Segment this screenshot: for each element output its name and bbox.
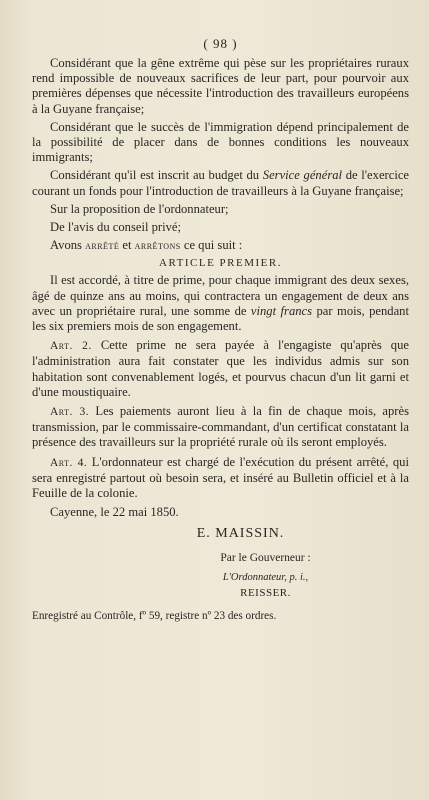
page-number: ( 98 ) [203, 36, 238, 51]
article-4-text: L'ordonnateur est chargé de l'exécution du présent arrêté, qui sera enregistré partout où besoin sera, et inséré au Bulletin officiel et à la Feuille de la colonie. [32, 454, 409, 501]
article-3 [32, 404, 409, 451]
article-1-text-after: par mois, pendant les six premiers mois de son engagement. [32, 303, 409, 334]
article-3-label: Art. 3. [50, 406, 90, 419]
paragraph-proposal: Sur la proposition de l'ordonnateur; [50, 201, 229, 216]
enacting-word-arretons: arrêtons [134, 240, 181, 253]
article-2-text: Cette prime ne sera payée à l'engagiste qu'après que l'administration aura fait constater que les individus admis sur son habitation sont convenablement logés, et pourvus chacun d'un lit garni et d'une moustiquaire. [32, 338, 409, 399]
paragraph-considering-3 [32, 168, 409, 198]
signatory-name: E. MAISSIN. [196, 526, 285, 542]
considering-3-text-after: de l'exercice courant un fonds pour l'introduction de travailleurs à la Guyane française; [32, 168, 409, 198]
considering-3-text-before: Considérant qu'il est inscrit au budget du [50, 168, 263, 183]
place-date: Cayenne, le 22 mai 1850. [50, 505, 179, 520]
article-2 [32, 338, 409, 400]
enacting-word-arrete: arrêté [85, 240, 120, 253]
article-2-label: Art. 2. [50, 340, 92, 353]
by-governor: Par le Gouverneur : [220, 552, 311, 565]
paragraph-enacting [32, 238, 409, 254]
ordonnateur-line: L'Ordonnateur, p. i., [222, 572, 309, 584]
paragraph-council: De l'avis du conseil privé; [50, 220, 181, 235]
article-3-text: Les paiements auront lieu à la fin de chaque mois, après transmission, par le commissaire-commandant, d'un certificat constatant la présence des travailleurs sur la propriété rurale où ils seront employés. [32, 404, 409, 450]
article-1-text-before: Il est accordé, à titre de prime, pour chaque immigrant des deux sexes, âgé de quinze ans au moins, qui contractera un engagement de deux ans avec un propriétaire rural, une somme de [32, 273, 409, 318]
second-signatory: REISSER. [240, 587, 291, 600]
article-4-label: Art. 4. [50, 456, 88, 469]
registration-note: Enregistré au Contrôle, fº 59, registre nº 23 des ordres. [32, 610, 277, 623]
paragraph-considering-2: Considérant que le succès de l'immigration dépend principalement de la possibilité de placer dans de bonnes conditions les nouveaux immigrants; [32, 119, 409, 165]
article-1 [32, 273, 409, 334]
considering-3-emphasis: Service général [262, 168, 343, 183]
enacting-text-before: Avons [50, 238, 86, 253]
article-heading: ARTICLE PREMIER. [159, 257, 282, 270]
article-1-emphasis: vingt francs [250, 303, 313, 318]
paragraph-considering-1: Considérant que la gêne extrême qui pèse sur les propriétaires ruraux rend impossible de nouveaux sacrifices de leur part, pour pourvoir aux premières dépenses que nécessite l'introduction des travailleurs européens à la Guyane française; [32, 56, 409, 116]
article-4 [32, 455, 409, 502]
enacting-text-middle: et [119, 238, 135, 253]
enacting-text-after: ce qui suit : [180, 238, 243, 253]
